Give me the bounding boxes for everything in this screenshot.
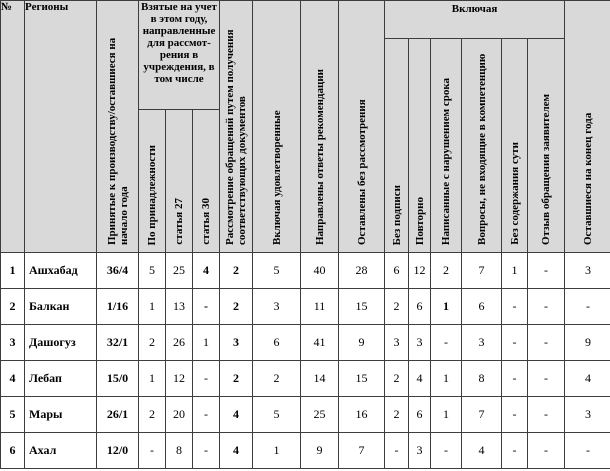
cell-no-substance: -	[502, 397, 528, 433]
cell-region: Мары	[25, 397, 97, 433]
cell-no-substance: -	[502, 325, 528, 361]
cell-accepted: 15/0	[97, 361, 139, 397]
cell-withdrawn: -	[528, 289, 565, 325]
header-review-docs: Рассмотрение обращений путем получения соответствующих документов	[220, 1, 253, 253]
cell-art30: 1	[193, 325, 220, 361]
cell-art30: -	[193, 433, 220, 469]
header-including: Включая	[385, 1, 565, 39]
header-no-substance: Без содержания сути	[502, 39, 528, 253]
header-out-of-competence: Вопросы, не входящие в компетенцию	[462, 39, 502, 253]
cell-remaining-end: 3	[565, 253, 610, 289]
cell-num: 4	[1, 361, 25, 397]
cell-remaining-end: -	[565, 289, 610, 325]
cell-answers-sent: 40	[301, 253, 339, 289]
cell-deadline-violation: 1	[431, 289, 462, 325]
cell-answers-sent: 25	[301, 397, 339, 433]
cell-no-signature: 2	[385, 289, 409, 325]
cell-repeat: 12	[409, 253, 431, 289]
cell-remaining-end: 3	[565, 397, 610, 433]
header-satisfied: Включая удовлетворенные	[253, 1, 301, 253]
cell-art27: 12	[166, 361, 193, 397]
cell-no-substance: -	[502, 361, 528, 397]
table-header	[1, 1, 610, 253]
header-deadline-violation: Написанные с нарушением срока	[431, 39, 462, 253]
cell-deadline-violation: 2	[431, 253, 462, 289]
cell-out-of-competence: 7	[462, 253, 502, 289]
cell-num: 1	[1, 253, 25, 289]
cell-left-unreviewed: 15	[339, 289, 385, 325]
cell-region: Ашхабад	[25, 253, 97, 289]
cell-out-of-competence: 3	[462, 325, 502, 361]
table-row	[1, 253, 610, 289]
header-answers-sent: Направлены ответы рекомендации	[301, 1, 339, 253]
cell-out-of-competence: 4	[462, 433, 502, 469]
cell-deadline-violation: 1	[431, 397, 462, 433]
cell-art30: 4	[193, 253, 220, 289]
header-left-unreviewed: Оставлены без рассмотрения	[339, 1, 385, 253]
cell-remaining-end: 4	[565, 361, 610, 397]
cell-art27: 20	[166, 397, 193, 433]
cell-out-of-competence: 8	[462, 361, 502, 397]
cell-num: 5	[1, 397, 25, 433]
cell-accepted: 12/0	[97, 433, 139, 469]
cell-accepted: 26/1	[97, 397, 139, 433]
cell-withdrawn: -	[528, 361, 565, 397]
header-remaining-end: Оставшиеся на конец года	[565, 1, 610, 253]
cell-accepted: 36/4	[97, 253, 139, 289]
cell-answers-sent: 11	[301, 289, 339, 325]
cell-left-unreviewed: 15	[339, 361, 385, 397]
cell-satisfied: 6	[253, 325, 301, 361]
cell-repeat: 6	[409, 397, 431, 433]
cell-out-of-competence: 7	[462, 397, 502, 433]
header-art27: статья 27	[166, 109, 193, 252]
header-repeat: Повторно	[409, 39, 431, 253]
cell-left-unreviewed: 28	[339, 253, 385, 289]
cell-review-docs: 3	[220, 325, 253, 361]
cell-left-unreviewed: 16	[339, 397, 385, 433]
cell-remaining-end: -	[565, 433, 610, 469]
cell-withdrawn: -	[528, 253, 565, 289]
cell-no-signature: 2	[385, 361, 409, 397]
cell-satisfied: 3	[253, 289, 301, 325]
cell-answers-sent: 9	[301, 433, 339, 469]
cell-no-substance: -	[502, 433, 528, 469]
cell-region: Лебап	[25, 361, 97, 397]
cell-repeat: 3	[409, 325, 431, 361]
cell-satisfied: 5	[253, 253, 301, 289]
cell-by-jurisdiction: 2	[139, 397, 166, 433]
table-body	[1, 253, 610, 469]
cell-art30: -	[193, 361, 220, 397]
cell-deadline-violation: -	[431, 325, 462, 361]
cell-no-signature: 2	[385, 397, 409, 433]
cell-region: Балкан	[25, 289, 97, 325]
cell-repeat: 4	[409, 361, 431, 397]
cell-deadline-violation: 1	[431, 361, 462, 397]
cell-by-jurisdiction: -	[139, 433, 166, 469]
cell-art27: 25	[166, 253, 193, 289]
cell-num: 2	[1, 289, 25, 325]
header-num: №	[1, 1, 25, 253]
header-accepted: Принятые к производству/оставшиеся на начало года	[97, 1, 139, 253]
cell-by-jurisdiction: 5	[139, 253, 166, 289]
header-taken: Взятые на учет в этом году, направленные для рассмот-рения в учреждения, в том числе	[139, 1, 220, 110]
cell-art30: -	[193, 289, 220, 325]
cell-no-signature: 3	[385, 325, 409, 361]
cell-repeat: 6	[409, 289, 431, 325]
cell-answers-sent: 41	[301, 325, 339, 361]
cell-left-unreviewed: 7	[339, 433, 385, 469]
cell-review-docs: 2	[220, 289, 253, 325]
table-row	[1, 325, 610, 361]
cell-review-docs: 4	[220, 397, 253, 433]
cell-satisfied: 5	[253, 397, 301, 433]
table-row	[1, 361, 610, 397]
header-withdrawn: Отзыв обращения заявителем	[528, 39, 565, 253]
cell-withdrawn: -	[528, 325, 565, 361]
cell-num: 6	[1, 433, 25, 469]
cell-deadline-violation: -	[431, 433, 462, 469]
cell-no-signature: 6	[385, 253, 409, 289]
cell-region: Дашогуз	[25, 325, 97, 361]
cell-answers-sent: 14	[301, 361, 339, 397]
cell-satisfied: 1	[253, 433, 301, 469]
cell-out-of-competence: 6	[462, 289, 502, 325]
cell-review-docs: 2	[220, 361, 253, 397]
cell-remaining-end: 9	[565, 325, 610, 361]
cell-repeat: 3	[409, 433, 431, 469]
header-no-signature: Без подписи	[385, 39, 409, 253]
cell-withdrawn: -	[528, 433, 565, 469]
table-row	[1, 397, 610, 433]
cell-art30: -	[193, 397, 220, 433]
cell-art27: 8	[166, 433, 193, 469]
cell-review-docs: 4	[220, 433, 253, 469]
table-row	[1, 289, 610, 325]
cell-by-jurisdiction: 1	[139, 289, 166, 325]
cell-by-jurisdiction: 2	[139, 325, 166, 361]
header-regions: Регионы	[25, 1, 97, 253]
table-row	[1, 433, 610, 469]
cell-region: Ахал	[25, 433, 97, 469]
cell-no-signature: -	[385, 433, 409, 469]
cell-no-substance: 1	[502, 253, 528, 289]
cell-art27: 13	[166, 289, 193, 325]
cell-satisfied: 2	[253, 361, 301, 397]
header-by-jurisdiction: По принадлежности	[139, 109, 166, 252]
cell-accepted: 32/1	[97, 325, 139, 361]
header-art30: статья 30	[193, 109, 220, 252]
cell-no-substance: -	[502, 289, 528, 325]
cell-accepted: 1/16	[97, 289, 139, 325]
cell-num: 3	[1, 325, 25, 361]
cell-left-unreviewed: 9	[339, 325, 385, 361]
cell-by-jurisdiction: 1	[139, 361, 166, 397]
cell-review-docs: 2	[220, 253, 253, 289]
cell-art27: 26	[166, 325, 193, 361]
cell-withdrawn: -	[528, 397, 565, 433]
